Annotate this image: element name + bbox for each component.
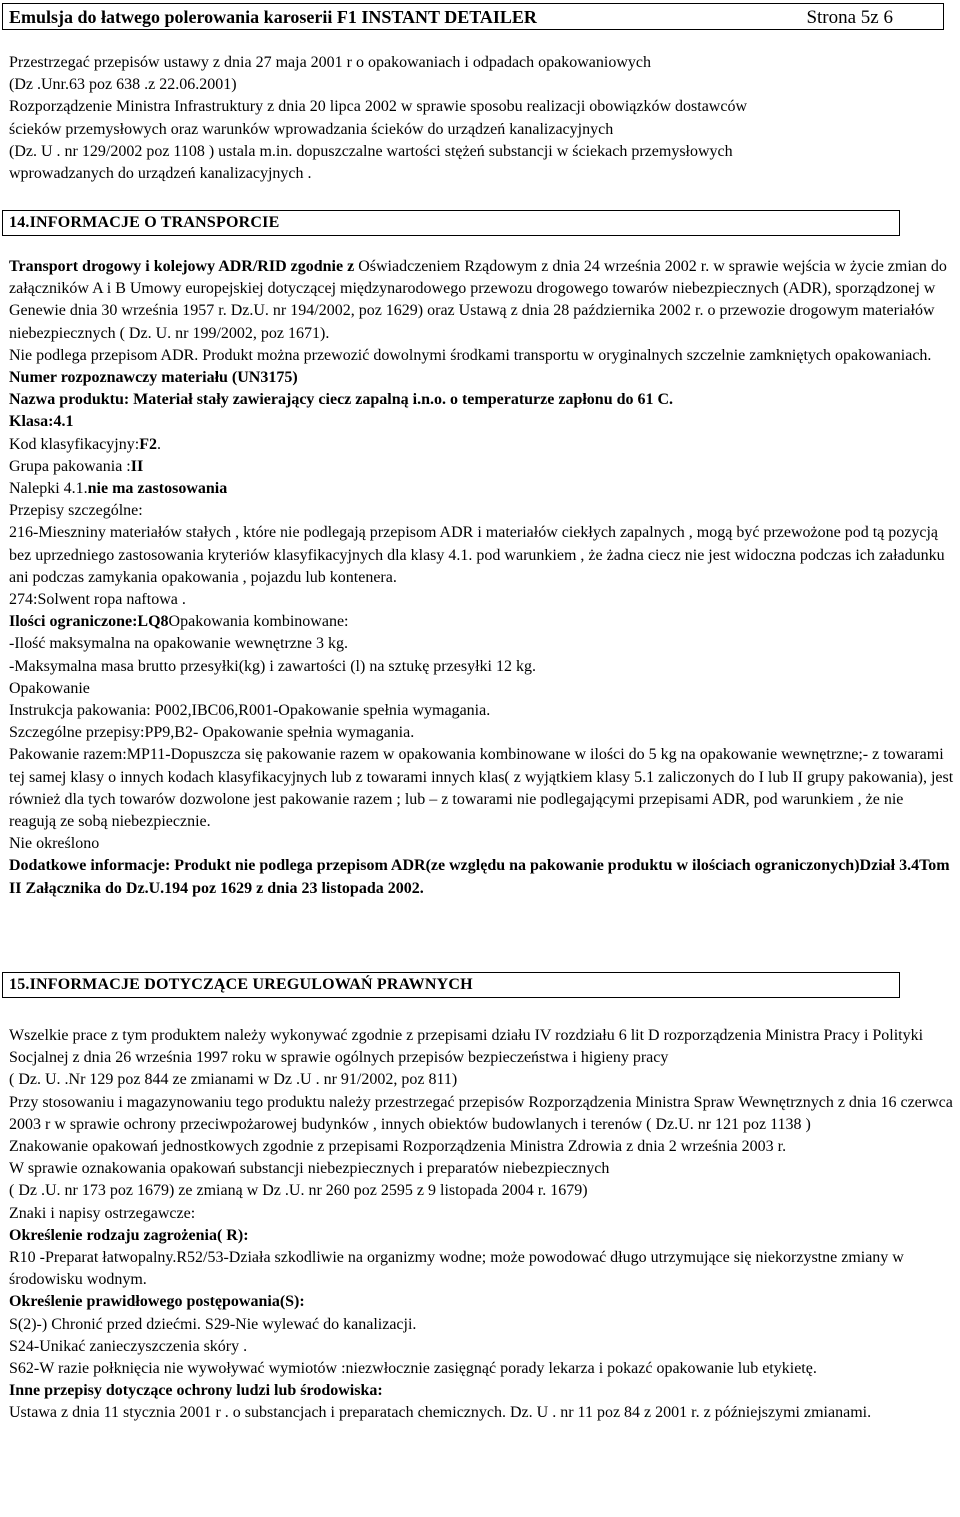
other-regulations-text: Ustawa z dnia 11 stycznia 2001 r . o substancjach i preparatach chemicznych. Dz. U . nr 11 poz 84 z 2001 r. z późniejszymi zmianami.	[9, 1404, 872, 1422]
packaging: Opakowanie	[9, 679, 90, 697]
text-line: (Dz .Unr.63 poz 638 .z 22.06.2001)	[9, 76, 237, 94]
transport-lead: Transport drogowy i kolejowy ADR/RID zgodnie z	[9, 258, 355, 275]
classification-code-value: F2	[139, 435, 157, 453]
transport-text: Oświadczeniem Rządowym z dnia 24 września 2002 r. w sprawie wejścia w życie zmian do załączników A i B Umowy europejskiej dotyczącej międzynarodowego przewozu drogowego towarów niebezpiecznych (ADR), sporządzonej w Genewie dnia 30 września 1957 r. Dz.U. nr 194/2002, poz 1629) oraz Ustawą z dnia 28 października 2002 r. o przewozie drogowym materiałów niebezpiecznych ( Dz. U. nr 199/2002, poz 1671).	[9, 258, 947, 342]
page-number: Strona 5z 6	[806, 7, 893, 28]
product-name: Nazwa produktu: Materiał stały zawierający ciecz zapalną i.n.o. o temperaturze zapłonu do 61 C.	[9, 391, 674, 409]
packing-group-label: Grupa pakowania :	[9, 457, 131, 475]
provision-216: 216-Mieszniny materiałów stałych , które nie podlegają przepisom ADR i materiałów ciekłych zapalnych , mogą być przewożone pod tą pozycją bez uprzedniego zastosowania kryteriów klasyfikacyjnych dla klasy 4.1. pod warunkiem , że żadna ciecz nie jest widoczna podczas ich załadunku ani podczas zamykania opakowania , pojazdu lub kontenera.	[9, 524, 945, 586]
regulation-para-4: W sprawie oznakowania opakowań substancji niebezpiecznych i preparatów niebezpiecznych	[9, 1160, 610, 1178]
text-line: (Dz. U . nr 129/2002 poz 1108 ) ustala m.in. dopuszczalne wartości stężeń substancji w ściekach przemysłowych	[9, 142, 733, 160]
s-phrase-s2: S(2)-) Chronić przed dziećmi. S29-Nie wylewać do kanalizacji.	[9, 1315, 417, 1333]
regulation-para-2: Przy stosowaniu i magazynowaniu tego produktu należy przestrzegać przepisów Rozporządzenia Ministra Spraw Wewnętrznych z dnia 16 czerwca 2003 r w sprawie ochrony przeciwpożarowej budynków , innych obiektów budowlanych i terenów ( Dz.U. nr 121 poz 1138 )	[9, 1093, 953, 1133]
labels-value: nie ma zastosowania	[87, 480, 228, 498]
transport-paragraph	[9, 256, 954, 345]
additional-info: Dodatkowe informacje: Produkt nie podlega przepisom ADR(ze względu na pakowanie produktu w ilościach ograniczonych)Dział 3.4Tom II Załącznika do Dz.U.194 poz 1629 z dnia 23 listopada 2002.	[9, 857, 950, 897]
text-line: ścieków przemysłowych oraz warunków wprowadzania ścieków do urządzeń kanalizacyjnych	[9, 120, 614, 138]
section-15-body	[9, 1025, 954, 1425]
section-14-body	[9, 256, 954, 900]
s-phrase-s24: S24-Unikać zanieczyszczenia skóry .	[9, 1337, 248, 1355]
not-adr: Nie podlega przepisom ADR. Produkt można przewozić dowolnymi środkami transportu w oryginalnych szczelnie zamkniętych opakowaniach.	[9, 346, 932, 364]
classification-code-end: .	[156, 435, 161, 453]
conduct-heading: Określenie prawidłowego postępowania(S):	[9, 1293, 305, 1311]
hazard-heading: Określenie rodzaju zagrożenia( R):	[9, 1226, 249, 1244]
classification-code	[9, 434, 954, 456]
labels	[9, 478, 954, 500]
hazard-class: Klasa:4.1	[9, 413, 74, 431]
provision-274: 274:Solwent ropa naftowa .	[9, 591, 186, 609]
intro-regulations	[9, 52, 954, 185]
packing-group	[9, 456, 954, 478]
limited-gross: -Maksymalna masa brutto przesyłki(kg) i zawartości (l) na sztukę przesyłki 12 kg.	[9, 657, 536, 675]
regulation-para-1: Wszelkie prace z tym produktem należy wykonywać zgodnie z przepisami działu IV rozdziału 6 lit D rozporządzenia Ministra Pracy i Polityki Socjalnej z dnia 26 września 1997 roku w sprawie ogólnych przepisów bezpieczeństwa i higieny pracy	[9, 1027, 924, 1067]
section-15-heading: 15.INFORMACJE DOTYCZĄCE UREGULOWAŃ PRAWNYCH	[2, 972, 900, 998]
not-specified: Nie określono	[9, 835, 100, 853]
classification-code-label: Kod klasyfikacyjny:	[9, 435, 140, 453]
document-title: Emulsja do łatwego polerowania karoserii F1 INSTANT DETAILER	[9, 7, 537, 27]
limited-quantities	[9, 611, 954, 633]
other-regulations-heading: Inne przepisy dotyczące ochrony ludzi lub środowiska:	[9, 1382, 383, 1400]
text-line: wprowadzanych do urządzeń kanalizacyjnych .	[9, 165, 312, 183]
document-header	[2, 3, 944, 30]
hazard-text: R10 -Preparat łatwopalny.R52/53-Działa szkodliwie na organizmy wodne; może powodować długo utrzymujące się niekorzystne zmiany w środowisku wodnym.	[9, 1249, 904, 1289]
limited-quantities-label: Ilości ograniczone:LQ8	[9, 613, 169, 631]
limited-inner: -Ilość maksymalna na opakowanie wewnętrzne 3 kg.	[9, 635, 348, 653]
text-line: Rozporządzenie Ministra Infrastruktury z dnia 20 lipca 2002 w sprawie sposobu realizacji obowiązków dostawców	[9, 98, 747, 116]
packing-group-value: II	[130, 457, 144, 475]
packing-instruction: Instrukcja pakowania: P002,IBC06,R001-Opakowanie spełnia wymagania.	[9, 702, 491, 720]
labels-label: Nalepki 4.1.	[9, 480, 88, 498]
warning-signs: Znaki i napisy ostrzegawcze:	[9, 1204, 196, 1222]
section-14-heading: 14.INFORMACJE O TRANSPORCIE	[2, 210, 900, 236]
special-packing: Szczególne przepisy:PP9,B2- Opakowanie spełnia wymagania.	[9, 724, 415, 742]
regulation-para-1-ref: ( Dz. U. .Nr 129 poz 844 ze zmianami w Dz .U . nr 91/2002, poz 811)	[9, 1071, 458, 1089]
limited-quantities-text: Opakowania kombinowane:	[168, 613, 349, 631]
un-number: Numer rozpoznawczy materiału (UN3175)	[9, 369, 298, 387]
regulation-para-4-ref: ( Dz .U. nr 173 poz 1679) ze zmianą w Dz .U. nr 260 poz 2595 z 9 listopada 2004 r. 1679)	[9, 1182, 588, 1200]
s-phrase-s62: S62-W razie połknięcia nie wywoływać wymiotów :niezwłocznie zasięgnąć porady lekarza i pokazć opakowanie lub etykietę.	[9, 1360, 817, 1378]
text-line: Przestrzegać przepisów ustawy z dnia 27 maja 2001 r o opakowaniach i odpadach opakowaniowych	[9, 54, 652, 71]
regulation-para-3: Znakowanie opakowań jednostkowych zgodnie z przepisami Rozporządzenia Ministra Zdrowia z dnia 2 września 2003 r.	[9, 1138, 787, 1156]
special-provisions: Przepisy szczególne:	[9, 502, 143, 520]
mixed-packing: Pakowanie razem:MP11-Dopuszcza się pakowanie razem w opakowania kombinowane w ilości do 5 kg na opakowanie wewnętrzne;- z towarami tej samej klasy o innych kodach klasyfikacyjnych lub z towarami innych klas( z wyjątkiem klasy 5.1 zaliczonych do I lub II grupy pakowania), jest również dla tych towarów dozwolone jest pakowanie razem ; lub – z towarami nie podlegającymi przepisami ADR, pod warunkiem , że nie reagują ze sobą niebezpiecznie.	[9, 746, 954, 831]
